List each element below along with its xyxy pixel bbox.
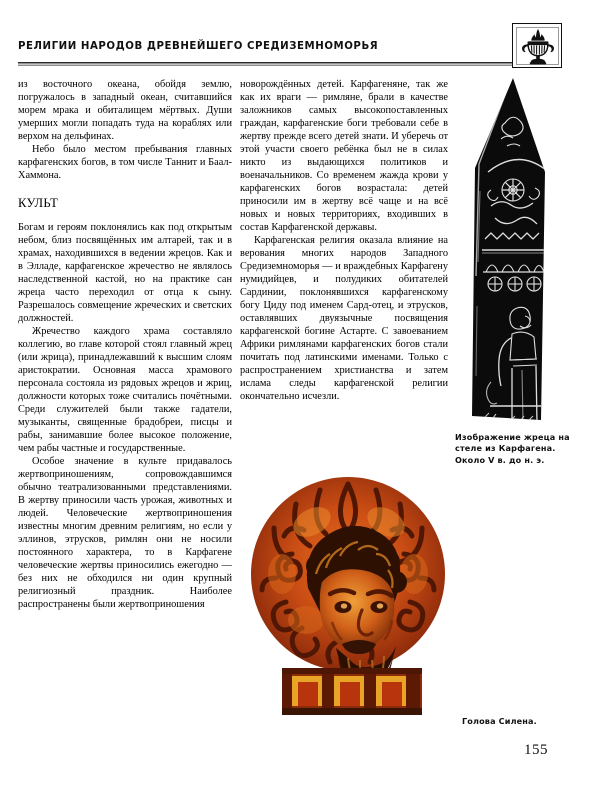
- section-heading-cult: КУЛЬТ: [18, 196, 59, 210]
- paragraph: новорождённых детей. Карфагеняне, так же как их враги — римляне, брали в качестве заложников самых высокопоставленных граждан, карфагенские боги требовали себе в жертву прежде всего детей знати. И уберечь от этой участи своего ребёнка был не в силах никто из выдающихся политиков и военачальников. Со временем жажда крови у карфагенских богов возрастала: детей приносили им в жертву всё чаще и на всё новых и новых территориях, входивших в состав Карфагенской державы.: [240, 79, 448, 233]
- paragraph: Особое значение в культе придавалось жертвоприношениям, сопровождавшимся обычно театрализованными представлениями. В жертву приносили часть урожая, животных и людей. Человеческие жертвоприношения известны многим древним религиям, но если у эллинов, этрусков, римлян они не носили постоянного характера, то в Карфагене человеческие жертвы приносились ежегодно — без них не обходился ни один крупный религиозный праздник. Наиболее распространены были жертвоприношения: [18, 456, 232, 610]
- text-column-left: [18, 78, 232, 611]
- stele-illustration: [455, 76, 585, 424]
- text-column-right: [240, 78, 448, 403]
- paragraph: Небо было местом пребывания главных карфагенских богов, в том числе Таннит и Баал-Хаммона.: [18, 144, 232, 181]
- header-rule: [18, 62, 515, 66]
- paragraph: Жречество каждого храма составляло коллегию, во главе которой стоял главный жрец (или жрица), принадлежавший к высшим слоям аристократии. Основная масса храмового персонала состояла из рядовых жрецов и жриц, должности которых тоже считались почётными. Среди служителей были также гадатели, музыканты, священные брадобреи, писцы и рабы, занимавшие более высокое положение, чем рабы частные и государственные.: [18, 326, 232, 454]
- running-head: [18, 40, 478, 58]
- running-head-text: РЕЛИГИИ НАРОДОВ ДРЕВНЕЙШЕГО СРЕДИЗЕМНОМОРЬЯ: [18, 41, 379, 52]
- silenus-antefix-photo: [246, 470, 451, 728]
- stele-caption: Изображение жреца на стеле из Карфагена. Около V в. до н. э.: [455, 432, 570, 465]
- paragraph: Карфагенская религия оказала влияние на верования многих народов Западного Средиземноморья — и враждебных Карфагену нумидийцев, и полудиких обитателей Сардинии, поклонявшихся карфагенскому богу Циду под именем Сард-отец, и этрусков, оставлявших двуязычные посвящения карфагенской богине Астарте. С завоеванием Африки римлянами карфагенских богов стали почитать под латинскими именами. Только с распространением христианства и затем ислама следы карфагенской религии окончательно исчезли.: [240, 235, 448, 402]
- chapter-logo-box: [512, 23, 562, 68]
- page-number: 155: [524, 742, 548, 758]
- paragraph: Богам и героям поклонялись как под открытым небом, близ посвящённых им алтарей, так и в храмах, находившихся в ведении жрецов. Как и в Элладе, карфагенское жречество не являлось наследственной кастой, но на практике сан жреца часто переходил от отца к сыну. Разрешалось совмещение жреческих и светских должностей.: [18, 222, 232, 324]
- silenus-caption: Голова Силена.: [462, 716, 537, 726]
- paragraph: из восточного океана, обойдя землю, погружалось в западный океан, считавшийся морем мрака и обиталищем мёртвых. Души умерших могли попадать туда на кораблях или верхом на дельфинах.: [18, 79, 232, 142]
